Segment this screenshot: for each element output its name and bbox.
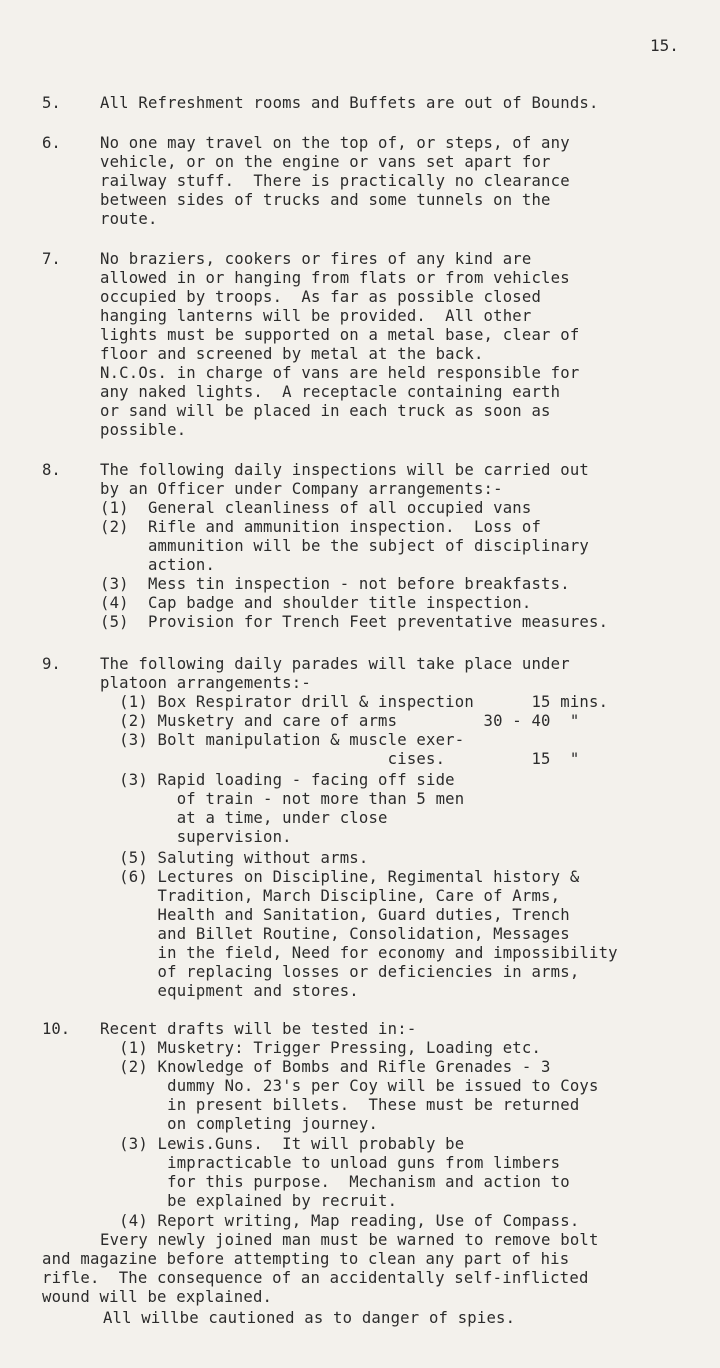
item-10-line: impracticable to unload guns from limbers <box>100 1154 561 1172</box>
item-10-line: be explained by recruit. <box>100 1192 398 1210</box>
item-9-line: of replacing losses or deficiencies in arms, <box>100 963 580 981</box>
item-7-line: or sand will be placed in each truck as soon as <box>100 402 551 420</box>
page-number: 15. <box>650 36 679 55</box>
item-number: 7. <box>42 250 61 268</box>
item-10-line: (1) Musketry: Trigger Pressing, Loading etc. <box>100 1039 542 1057</box>
item-6-line: vehicle, or on the engine or vans set apart for <box>100 153 551 171</box>
item-7-line: any naked lights. A receptacle containing earth <box>100 383 561 401</box>
item-8-line: ammunition will be the subject of disciplinary <box>100 537 589 555</box>
item-8-line: action. <box>100 556 216 574</box>
closing-line: wound will be explained. <box>42 1288 273 1306</box>
item-8-line: (3) Mess tin inspection - not before breakfasts. <box>100 575 570 593</box>
closing-line: and magazine before attempting to clean any part of his <box>42 1250 570 1268</box>
item-6-line: route. <box>100 210 158 228</box>
item-8-line: (1) General cleanliness of all occupied vans <box>100 499 532 517</box>
item-number: 10. <box>42 1020 71 1038</box>
item-9-line: (6) Lectures on Discipline, Regimental history & <box>100 868 580 886</box>
item-9-line: (3) Rapid loading - facing off side <box>100 771 455 789</box>
item-number: 5. <box>42 94 61 112</box>
item-10-line: Every newly joined man must be warned to remove bolt <box>100 1231 599 1249</box>
item-7-line: lights must be supported on a metal base, clear of <box>100 326 580 344</box>
item-8-line: (5) Provision for Trench Feet preventative measures. <box>100 613 609 631</box>
item-7-line: occupied by troops. As far as possible closed <box>100 288 542 306</box>
item-9-line: in the field, Need for economy and impossibility <box>100 944 618 962</box>
item-number: 9. <box>42 655 61 673</box>
item-7-line: No braziers, cookers or fires of any kind are <box>100 250 532 268</box>
item-8-line: (2) Rifle and ammunition inspection. Loss of <box>100 518 542 536</box>
item-10-line: (3) Lewis.Guns. It will probably be <box>100 1135 465 1153</box>
item-9-line: platoon arrangements:- <box>100 674 311 692</box>
item-6-line: between sides of trucks and some tunnels on the <box>100 191 551 209</box>
item-9-line: and Billet Routine, Consolidation, Messages <box>100 925 570 943</box>
item-9-line: supervision. <box>100 828 292 846</box>
item-10-line: on completing journey. <box>100 1115 379 1133</box>
item-6-line: No one may travel on the top of, or steps, of any <box>100 134 570 152</box>
item-10-line: Recent drafts will be tested in:- <box>100 1020 417 1038</box>
closing-line: rifle. The consequence of an accidentally self-inflicted <box>42 1269 589 1287</box>
item-9-line: Tradition, March Discipline, Care of Arms, <box>100 887 561 905</box>
item-7-line: allowed in or hanging from flats or from vehicles <box>100 269 570 287</box>
item-8-line: by an Officer under Company arrangements:- <box>100 480 503 498</box>
item-5-line: All Refreshment rooms and Buffets are out of Bounds. <box>100 94 599 112</box>
item-9-line: (2) Musketry and care of arms 30 - 40 " <box>100 712 580 730</box>
item-9-line: at a time, under close <box>100 809 388 827</box>
closing-line: All willbe cautioned as to danger of spies. <box>55 1309 516 1327</box>
item-7-line: N.C.Os. in charge of vans are held responsible for <box>100 364 580 382</box>
item-7-line: floor and screened by metal at the back. <box>100 345 484 363</box>
item-6-line: railway stuff. There is practically no clearance <box>100 172 570 190</box>
item-9-line: cises. 15 " <box>100 750 580 768</box>
item-9-line: (3) Bolt manipulation & muscle exer- <box>100 731 465 749</box>
item-10-line: dummy No. 23's per Coy will be issued to Coys <box>100 1077 599 1095</box>
item-9-line: (5) Saluting without arms. <box>100 849 369 867</box>
item-8-line: The following daily inspections will be carried out <box>100 461 589 479</box>
item-7-line: possible. <box>100 421 187 439</box>
item-9-line: (1) Box Respirator drill & inspection 15 mins. <box>100 693 609 711</box>
item-number: 8. <box>42 461 61 479</box>
item-7-line: hanging lanterns will be provided. All other <box>100 307 532 325</box>
item-9-line: of train - not more than 5 men <box>100 790 465 808</box>
item-number: 6. <box>42 134 61 152</box>
item-10-line: in present billets. These must be returned <box>100 1096 580 1114</box>
item-9-line: The following daily parades will take place under <box>100 655 570 673</box>
item-10-line: (2) Knowledge of Bombs and Rifle Grenades - 3 <box>100 1058 551 1076</box>
item-8-line: (4) Cap badge and shoulder title inspection. <box>100 594 532 612</box>
item-10-line: (4) Report writing, Map reading, Use of Compass. <box>100 1212 580 1230</box>
item-9-line: Health and Sanitation, Guard duties, Trench <box>100 906 570 924</box>
item-9-line: equipment and stores. <box>100 982 359 1000</box>
item-10-line: for this purpose. Mechanism and action to <box>100 1173 570 1191</box>
